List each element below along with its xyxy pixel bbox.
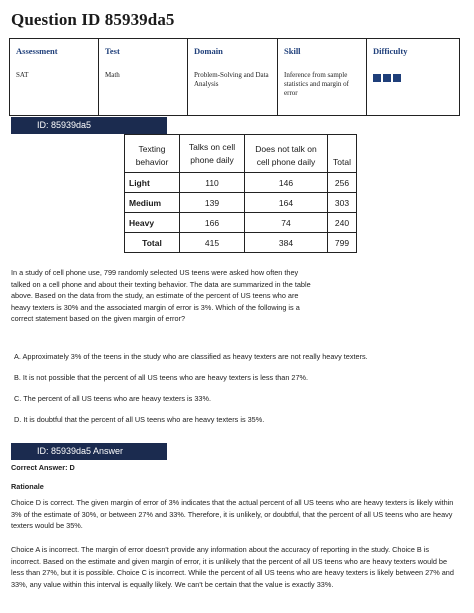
meta-value: Problem-Solving and Data Analysis: [194, 71, 269, 88]
table-row-label: Heavy: [125, 213, 180, 233]
question-id-banner: ID: 85939da5: [11, 117, 167, 134]
table-cell: 146: [245, 173, 328, 193]
correct-answer-line: [11, 462, 456, 474]
question-text: In a study of cell phone use, 799 randomly selected US teens were asked how often they talked on a cell phone and about their texting behavior. The data are summarized in the table above. Based on the data from the study, an estimate of the percent of US teens who are heavy texters is 30% and the associated margin of error is 3%. Which of the following is a correct statement based on the given margin of error?: [11, 268, 311, 324]
table-row-label: Medium: [125, 193, 180, 213]
rationale-paragraph-1: Choice D is correct. The given margin of error of 3% indicates that the actual percent of all US teens who are heavy texters is likely within 3% of the estimate of 30%, or between 27% and 33%. Therefore, it is unlikely, or doubtful, that the percent of all US teens who are heavy texters would be 35%.: [11, 498, 454, 531]
answer-banner: ID: 85939da5 Answer: [11, 443, 167, 460]
meta-header: Difficulty: [373, 46, 408, 56]
answer-choice-b: B. It is not possible that the percent of all US teens who are heavy texters is less than 27%.: [14, 373, 309, 382]
table-row: [125, 213, 357, 233]
answer-choice-a: A. Approximately 3% of the teens in the study who are classified as heavy texters are not really heavy texters.: [14, 352, 368, 361]
difficulty-bar: [373, 74, 381, 82]
table-header-cell: Texting behavior: [125, 135, 180, 173]
correct-answer-value: D: [69, 463, 75, 472]
meta-difficulty: [367, 39, 459, 115]
meta-test: [99, 39, 188, 115]
table-cell: 166: [180, 213, 245, 233]
rationale-paragraph-2: Choice A is incorrect. The margin of error doesn't provide any information about the accuracy of reporting in the study. Choice B is incorrect. Based on the estimate and given margin of error, it is unlikely that the percent of all US teens who are heavy texters would be less than 27%, but it is possible. Choice C is incorrect. While the percent of all US teens who are heavy texters is likely between 27% and 33%, any value within this interval is equally likely. We can't be certain that the value is exactly 33%.: [11, 545, 454, 589]
table-cell: 164: [245, 193, 328, 213]
table-cell: 74: [245, 213, 328, 233]
table-row-label: Light: [125, 173, 180, 193]
rationale-heading: Rationale: [11, 482, 44, 491]
difficulty-bar: [383, 74, 391, 82]
answer-choice-c: C. The percent of all US teens who are heavy texters is 33%.: [14, 394, 211, 403]
table-header-row: [125, 135, 357, 173]
meta-header: Test: [105, 46, 120, 56]
difficulty-bar: [393, 74, 401, 82]
table-header-cell: Does not talk on cell phone daily: [245, 135, 328, 173]
question-metadata-table: [9, 38, 460, 116]
table-header-cell: Talks on cell phone daily: [180, 135, 245, 173]
page-title: Question ID 85939da5: [11, 10, 175, 29]
table-cell: 384: [245, 233, 328, 253]
meta-assessment: [10, 39, 99, 115]
table-row: [125, 193, 357, 213]
meta-value: SAT: [16, 71, 29, 79]
table-cell: 415: [180, 233, 245, 253]
table-cell: 240: [328, 213, 357, 233]
table-cell: 110: [180, 173, 245, 193]
meta-header: Domain: [194, 46, 223, 56]
difficulty-indicator: [373, 74, 453, 82]
table-cell: 256: [328, 173, 357, 193]
meta-domain: [188, 39, 278, 115]
table-cell: 303: [328, 193, 357, 213]
answer-choice-d: D. It is doubtful that the percent of all US teens who are heavy texters is 35%.: [14, 415, 265, 424]
meta-skill: [278, 39, 367, 115]
table-cell: 799: [328, 233, 357, 253]
correct-answer-label: Correct Answer:: [11, 463, 68, 472]
table-row-label: Total: [125, 233, 180, 253]
meta-header: Skill: [284, 46, 301, 56]
meta-header: Assessment: [16, 46, 58, 56]
table-row: [125, 233, 357, 253]
table-row: [125, 173, 357, 193]
table-header-cell: Total: [328, 135, 357, 173]
table-cell: 139: [180, 193, 245, 213]
meta-value: Inference from sample statistics and margin of error: [284, 71, 349, 97]
meta-value: Math: [105, 71, 120, 79]
data-table: [124, 134, 357, 253]
